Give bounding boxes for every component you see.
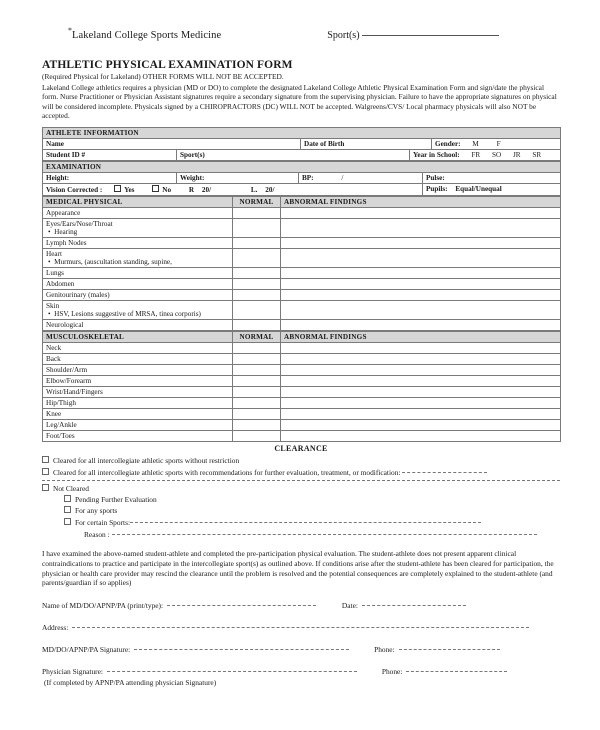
sport-label: Sport(s) xyxy=(327,30,360,41)
table-row xyxy=(43,364,561,375)
column-abnormal: ABNORMAL FINDINGS xyxy=(281,331,561,342)
table-row xyxy=(43,248,561,267)
table-row xyxy=(43,319,561,330)
gender-option-f[interactable]: F xyxy=(496,139,501,148)
exam-item-bullet: • Hearing xyxy=(46,228,229,236)
left-eye-label: L. xyxy=(250,185,258,194)
table-row xyxy=(43,183,561,195)
signature-block xyxy=(42,599,560,687)
table-row xyxy=(43,300,561,319)
clearance-sub-2[interactable] xyxy=(42,505,560,516)
clearance-sub-1-label: Pending Further Evaluation xyxy=(75,494,157,504)
clearance-sub-2-label: For any sports xyxy=(75,505,118,515)
physician-phone-label: Phone: xyxy=(381,667,403,677)
abnormal-findings-cell[interactable] xyxy=(281,430,561,441)
provider-name-input-line[interactable] xyxy=(167,599,316,606)
exam-item-label: Skin • HSV, Lesions suggestive of MRSA, tinea corporis) xyxy=(43,300,233,319)
normal-cell[interactable] xyxy=(233,289,281,300)
msk-item-label: Foot/Toes xyxy=(43,430,233,441)
abnormal-findings-cell[interactable] xyxy=(281,237,561,248)
clearance-title: CLEARANCE xyxy=(274,443,328,453)
examination-table xyxy=(42,161,561,196)
clearance-option-2[interactable] xyxy=(42,466,560,478)
clearance-reason[interactable] xyxy=(42,528,560,540)
table-row xyxy=(43,161,561,172)
provider-name-label: Name of MD/DO/APNP/PA (print/type): xyxy=(42,601,164,611)
intro-paragraph: Lakeland College athletics requires a physician (MD or DO) to complete the designated Lakeland College Athletic Physical Examination Form and sign/date the physical form. Nurse Practitioner or Physician Assistant signatures require a secondary signature from the supervising physician. Failure to have the appropriate signatures on physical will be considered incomplete. Physicals signed by a CHIROPRACTORS (DC) WILL NOT be accepted. Walgreens/CVS/ Local pharmacy physicals will also NOT be accepted. xyxy=(42,82,557,121)
table-row xyxy=(43,138,561,149)
msk-item-label: Neck xyxy=(43,342,233,353)
date-input-line[interactable] xyxy=(362,599,466,606)
table-row xyxy=(43,408,561,419)
abnormal-findings-cell[interactable] xyxy=(281,218,561,237)
checkbox-icon[interactable] xyxy=(42,484,49,491)
normal-cell[interactable] xyxy=(233,248,281,267)
provider-signature-label: MD/DO/APNP/PA Signature: xyxy=(42,645,131,655)
sport-input-line[interactable] xyxy=(362,35,499,36)
abnormal-findings-cell[interactable] xyxy=(281,342,561,353)
physician-signature-input-line[interactable] xyxy=(107,665,357,672)
clearance-option-3-label: Not Cleared xyxy=(53,483,89,493)
checkbox-icon[interactable] xyxy=(64,495,71,502)
exam-item-label: Genitourinary (males) xyxy=(43,289,233,300)
table-row xyxy=(43,278,561,289)
normal-cell[interactable] xyxy=(233,353,281,364)
table-row xyxy=(43,331,561,342)
table-row xyxy=(43,397,561,408)
right-eye-label: R xyxy=(188,185,195,194)
required-note: (Required Physical for Lakeland) OTHER FORMS WILL NOT BE ACCEPTED. xyxy=(42,72,284,81)
year-label: Year in School: xyxy=(413,150,460,159)
table-row xyxy=(43,172,561,183)
bp-separator: / xyxy=(341,173,344,182)
organization-name: Lakeland College Sports Medicine xyxy=(72,30,222,41)
pulse-field[interactable]: Pulse: xyxy=(423,172,561,183)
medical-physical-header: MEDICAL PHYSICAL xyxy=(43,196,233,207)
phone-input-line[interactable] xyxy=(399,643,500,650)
pupils-label: Pupils: xyxy=(426,184,448,193)
vision-yes-checkbox[interactable] xyxy=(114,186,134,194)
height-field[interactable]: Height: xyxy=(43,172,177,183)
table-row xyxy=(43,353,561,364)
table-row xyxy=(43,127,561,138)
clearance-sub-1[interactable] xyxy=(42,494,560,505)
exam-item-label: Neurological xyxy=(43,319,233,330)
normal-cell[interactable] xyxy=(233,278,281,289)
abnormal-findings-cell[interactable] xyxy=(281,278,561,289)
column-abnormal: ABNORMAL FINDINGS xyxy=(281,196,561,207)
exam-item-bullet: • Murmurs, (auscultation standing, supine, xyxy=(46,258,229,266)
normal-cell[interactable] xyxy=(233,319,281,330)
exam-item-bullet: • HSV, Lesions suggestive of MRSA, tinea corporis) xyxy=(46,310,229,318)
abnormal-findings-cell[interactable] xyxy=(281,289,561,300)
msk-item-label: Wrist/Hand/Fingers xyxy=(43,386,233,397)
physician-signature-row[interactable] xyxy=(42,665,560,677)
address-label: Address: xyxy=(42,623,69,633)
examination-header: EXAMINATION xyxy=(43,161,561,172)
name-field[interactable]: Name xyxy=(43,138,301,149)
sport-field[interactable] xyxy=(327,30,499,41)
column-normal: NORMAL xyxy=(233,331,281,342)
normal-cell[interactable] xyxy=(233,267,281,278)
abnormal-findings-cell[interactable] xyxy=(281,319,561,330)
year-option-so[interactable]: SO xyxy=(491,150,502,159)
msk-item-label: Leg/Ankle xyxy=(43,419,233,430)
abnormal-findings-cell[interactable] xyxy=(281,419,561,430)
abnormal-findings-cell[interactable] xyxy=(281,300,561,319)
normal-cell[interactable] xyxy=(233,300,281,319)
phone-label: Phone: xyxy=(374,645,395,655)
column-normal: NORMAL xyxy=(233,196,281,207)
normal-cell[interactable] xyxy=(233,375,281,386)
normal-cell[interactable] xyxy=(233,419,281,430)
provider-name-row[interactable] xyxy=(42,599,560,611)
clearance-reason-label: Reason : xyxy=(84,529,110,539)
sports-field[interactable]: Sport(s) xyxy=(177,149,410,160)
clearance-option-1-label: Cleared for all intercollegiate athletic sports without restriction xyxy=(53,455,240,465)
normal-cell[interactable] xyxy=(233,408,281,419)
checkbox-icon[interactable] xyxy=(64,506,71,513)
table-row xyxy=(43,386,561,397)
page-header xyxy=(42,26,560,54)
gender-field[interactable] xyxy=(432,138,561,149)
table-row xyxy=(43,149,561,160)
musculoskeletal-header: MUSCULOSKELETAL xyxy=(43,331,233,342)
table-row xyxy=(43,196,561,207)
right-eye-value[interactable]: 20/ xyxy=(201,185,212,194)
vision-label: Vision Corrected : xyxy=(46,185,103,194)
msk-item-label: Knee xyxy=(43,408,233,419)
table-row xyxy=(43,289,561,300)
address-input-line[interactable] xyxy=(72,621,529,628)
table-row xyxy=(43,419,561,430)
gender-option-m[interactable]: M xyxy=(472,139,479,148)
normal-cell[interactable] xyxy=(233,237,281,248)
year-option-fr[interactable]: FR xyxy=(471,150,481,159)
clearance-option-2-input-line[interactable] xyxy=(402,466,487,473)
msk-item-label: Hip/Thigh xyxy=(43,397,233,408)
clearance-option-3[interactable] xyxy=(42,483,560,494)
address-row[interactable] xyxy=(42,621,560,633)
pupils-value[interactable]: Equal/Unequal xyxy=(455,184,502,193)
table-row xyxy=(43,207,561,218)
clearance-option-1[interactable] xyxy=(42,455,560,466)
abnormal-findings-cell[interactable] xyxy=(281,386,561,397)
abnormal-findings-cell[interactable] xyxy=(281,408,561,419)
clearance-sub-3-label: For certain Sports: xyxy=(75,517,131,527)
checkbox-icon[interactable] xyxy=(42,468,49,475)
checkbox-icon[interactable] xyxy=(114,185,121,192)
table-row xyxy=(43,267,561,278)
normal-cell[interactable] xyxy=(233,207,281,218)
abnormal-findings-cell[interactable] xyxy=(281,397,561,408)
weight-field[interactable]: Weight: xyxy=(177,172,299,183)
vision-field[interactable] xyxy=(43,183,423,195)
abnormal-findings-cell[interactable] xyxy=(281,353,561,364)
vision-no-checkbox[interactable] xyxy=(152,186,171,194)
bp-field[interactable] xyxy=(299,172,423,183)
abnormal-findings-cell[interactable] xyxy=(281,375,561,386)
clearance-sub-3-input-line[interactable] xyxy=(130,516,481,523)
clearance-sub-3[interactable] xyxy=(42,516,560,528)
page-title: ATHLETIC PHYSICAL EXAMINATION FORM xyxy=(42,59,293,71)
table-row xyxy=(43,375,561,386)
clearance-continuation-line[interactable] xyxy=(42,479,560,481)
asterisk-mark: * xyxy=(68,26,73,35)
exam-item-label: Eyes/Ears/Nose/Throat • Hearing xyxy=(43,218,233,237)
normal-cell[interactable] xyxy=(233,397,281,408)
table-row xyxy=(43,430,561,441)
bp-label: BP: xyxy=(302,173,314,182)
abnormal-findings-cell[interactable] xyxy=(281,207,561,218)
medical-physical-table xyxy=(42,196,561,331)
provider-signature-input-line[interactable] xyxy=(134,643,349,650)
msk-item-label: Back xyxy=(43,353,233,364)
clearance-option-2-label: Cleared for all intercollegiate athletic sports with recommendations for further evaluation, treatment, or modification: xyxy=(53,467,401,477)
exam-item-label: Lungs xyxy=(43,267,233,278)
abnormal-findings-cell[interactable] xyxy=(281,364,561,375)
signature-footnote: (If completed by APNP/PA attending physician Signature) xyxy=(44,678,217,688)
vision-yes-label: Yes xyxy=(124,185,135,194)
year-option-jr[interactable]: JR xyxy=(512,150,521,159)
checkbox-icon[interactable] xyxy=(42,456,49,463)
clearance-reason-input-line[interactable] xyxy=(112,528,537,535)
checkbox-icon[interactable] xyxy=(152,185,159,192)
msk-item-label: Elbow/Forearm xyxy=(43,375,233,386)
abnormal-findings-cell[interactable] xyxy=(281,248,561,267)
table-row xyxy=(43,237,561,248)
physician-signature-label: Physician Signature: xyxy=(42,667,103,677)
abnormal-findings-cell[interactable] xyxy=(281,267,561,278)
checkbox-icon[interactable] xyxy=(64,518,71,525)
normal-cell[interactable] xyxy=(233,386,281,397)
msk-item-label: Shoulder/Arm xyxy=(43,364,233,375)
table-row xyxy=(43,218,561,237)
normal-cell[interactable] xyxy=(233,342,281,353)
exam-item-label: Appearance xyxy=(43,207,233,218)
exam-item-label: Lymph Nodes xyxy=(43,237,233,248)
normal-cell[interactable] xyxy=(233,430,281,441)
organization-title xyxy=(68,26,222,41)
year-in-school-field[interactable] xyxy=(410,149,561,160)
musculoskeletal-table xyxy=(42,331,561,442)
dob-field[interactable]: Date of Birth xyxy=(301,138,432,149)
provider-signature-row[interactable] xyxy=(42,643,560,655)
physician-phone-input-line[interactable] xyxy=(406,665,507,672)
normal-cell[interactable] xyxy=(233,364,281,375)
date-label: Date: xyxy=(341,601,358,611)
student-id-field[interactable]: Student ID # xyxy=(43,149,177,160)
gender-label: Gender: xyxy=(435,139,461,148)
exam-item-label: Abdomen xyxy=(43,278,233,289)
athlete-information-header: ATHLETE INFORMATION xyxy=(43,127,561,138)
exam-item-label: Heart • Murmurs, (auscultation standing, supine, xyxy=(43,248,233,267)
vision-no-label: No xyxy=(162,185,172,194)
normal-cell[interactable] xyxy=(233,218,281,237)
athlete-information-table xyxy=(42,127,561,161)
attestation-paragraph: I have examined the above-named student-athlete and completed the pre-participation physical evaluation. The student-athlete does not present apparent clinical contraindications to practice and participate in the intercollegiate sport(s) as outlined above. If conditions arise after the student-athlete has been cleared for participation, the physician or health care provider may rescind the clearance until the problem is resolved and the potential consequences are completely explained to the student-athlete (and parents/guardian if so applies) xyxy=(42,548,554,588)
pupils-field[interactable] xyxy=(423,183,561,195)
table-row xyxy=(43,342,561,353)
year-option-sr[interactable]: SR xyxy=(532,150,542,159)
left-eye-value[interactable]: 20/ xyxy=(265,185,275,194)
